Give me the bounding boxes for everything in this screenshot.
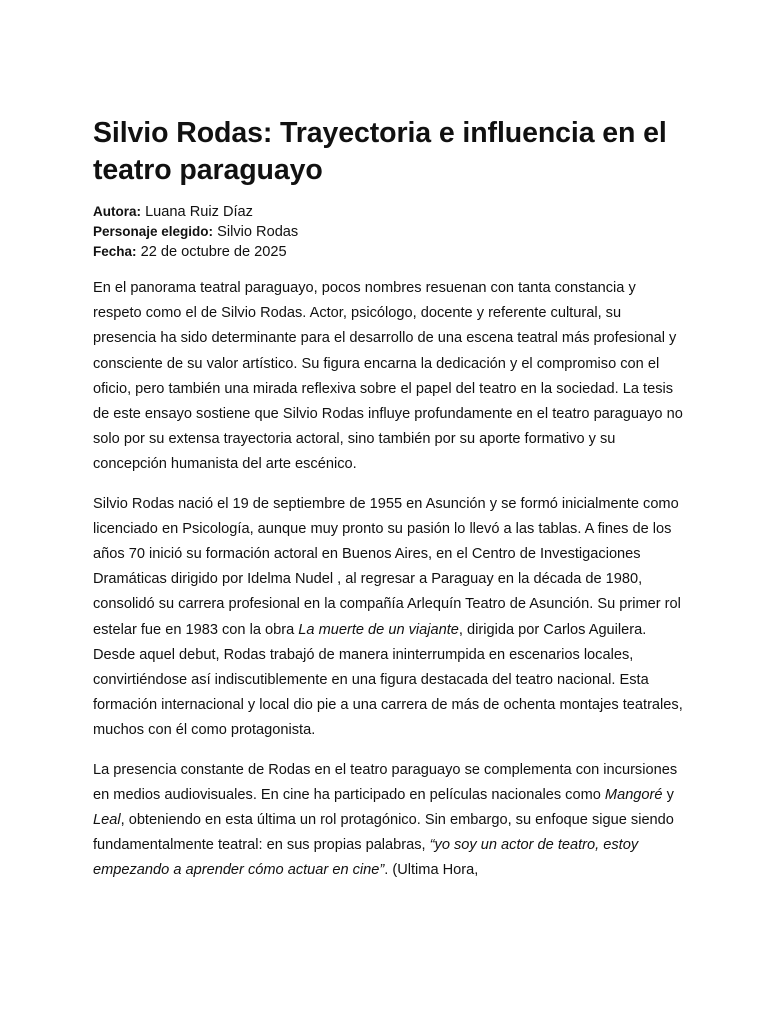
date-label: Fecha:: [93, 244, 137, 259]
character-line: [93, 222, 683, 242]
document-page: [93, 115, 683, 884]
paragraph-biography: [93, 492, 683, 744]
author-label: Autora:: [93, 204, 141, 219]
character-value: Silvio Rodas: [217, 224, 299, 240]
paragraph-text: Silvio Rodas nació el 19 de septiembre de 1955 en Asunción y se formó inicialmente como licenciado en Psicología, aunque muy pronto su pasión lo llevó a las tablas. A fines de los años 70 inició su formación actoral en Buenos Aires, en el Centro de Investigaciones Dramáticas dirigido por Idelma Nudel , al regresar a Paraguay en la década de 1980, consolidó su carrera profesional en la compañía Arlequín Teatro de Asunción. Su primer rol estelar fue en 1983 con la obra: [93, 495, 681, 638]
paragraph-text: y: [662, 786, 674, 803]
work-title: La muerte de un viajante: [298, 621, 459, 638]
paragraph-text: , obteniendo en esta última un rol protagónico. Sin embargo, su enfoque sigue siendo fundamentalmente teatral: en sus propias palabras,: [93, 812, 674, 854]
date-value: 22 de octubre de 2025: [140, 244, 287, 260]
date-line: [93, 242, 683, 262]
paragraph-intro: [93, 276, 683, 478]
document-title: Silvio Rodas: Trayectoria e influencia en el teatro paraguayo: [93, 117, 667, 186]
quote: “yo soy un actor de teatro, estoy empezando a aprender cómo actuar en cine”: [93, 837, 639, 879]
paragraph-audiovisual: [93, 758, 683, 884]
author-line: [93, 202, 683, 222]
film-title: Mangoré: [604, 786, 663, 803]
paragraph-text: . (Ultima Hora,: [384, 862, 479, 879]
document-meta: [93, 202, 683, 262]
paragraph-text: , dirigida por Carlos Aguilera. Desde aquel debut, Rodas trabajó de manera ininterrumpida en escenarios locales, convirtiéndose así indiscutiblemente en una figura destacada del teatro nacional. Esta formación internacional y local dio pie a una carrera de más de ochenta montajes teatrales, muchos con él como protagonista.: [93, 621, 683, 739]
paragraph-text: La presencia constante de Rodas en el teatro paraguayo se complementa con incursiones en medios audiovisuales. En cine ha participado en películas nacionales como: [93, 761, 678, 803]
character-label: Personaje elegido:: [93, 224, 214, 239]
film-title: Leal: [93, 812, 121, 829]
author-value: Luana Ruiz Díaz: [145, 204, 253, 220]
paragraph-text: En el panorama teatral paraguayo, pocos nombres resuenan con tanta constancia y respeto como el de Silvio Rodas. Actor, psicólogo, docente y referente cultural, su presencia ha sido determinante para el desarrollo de una escena teatral más profesional y consciente de su valor artístico. Su figura encarna la dedicación y el compromiso con el oficio, pero también una mirada reflexiva sobre el papel del teatro en la sociedad. La tesis de este ensayo sostiene que Silvio Rodas influye profundamente en el teatro paraguayo no solo por su extensa trayectoria actoral, sino también por su aporte formativo y su concepción humanista del arte escénico.: [93, 280, 683, 473]
